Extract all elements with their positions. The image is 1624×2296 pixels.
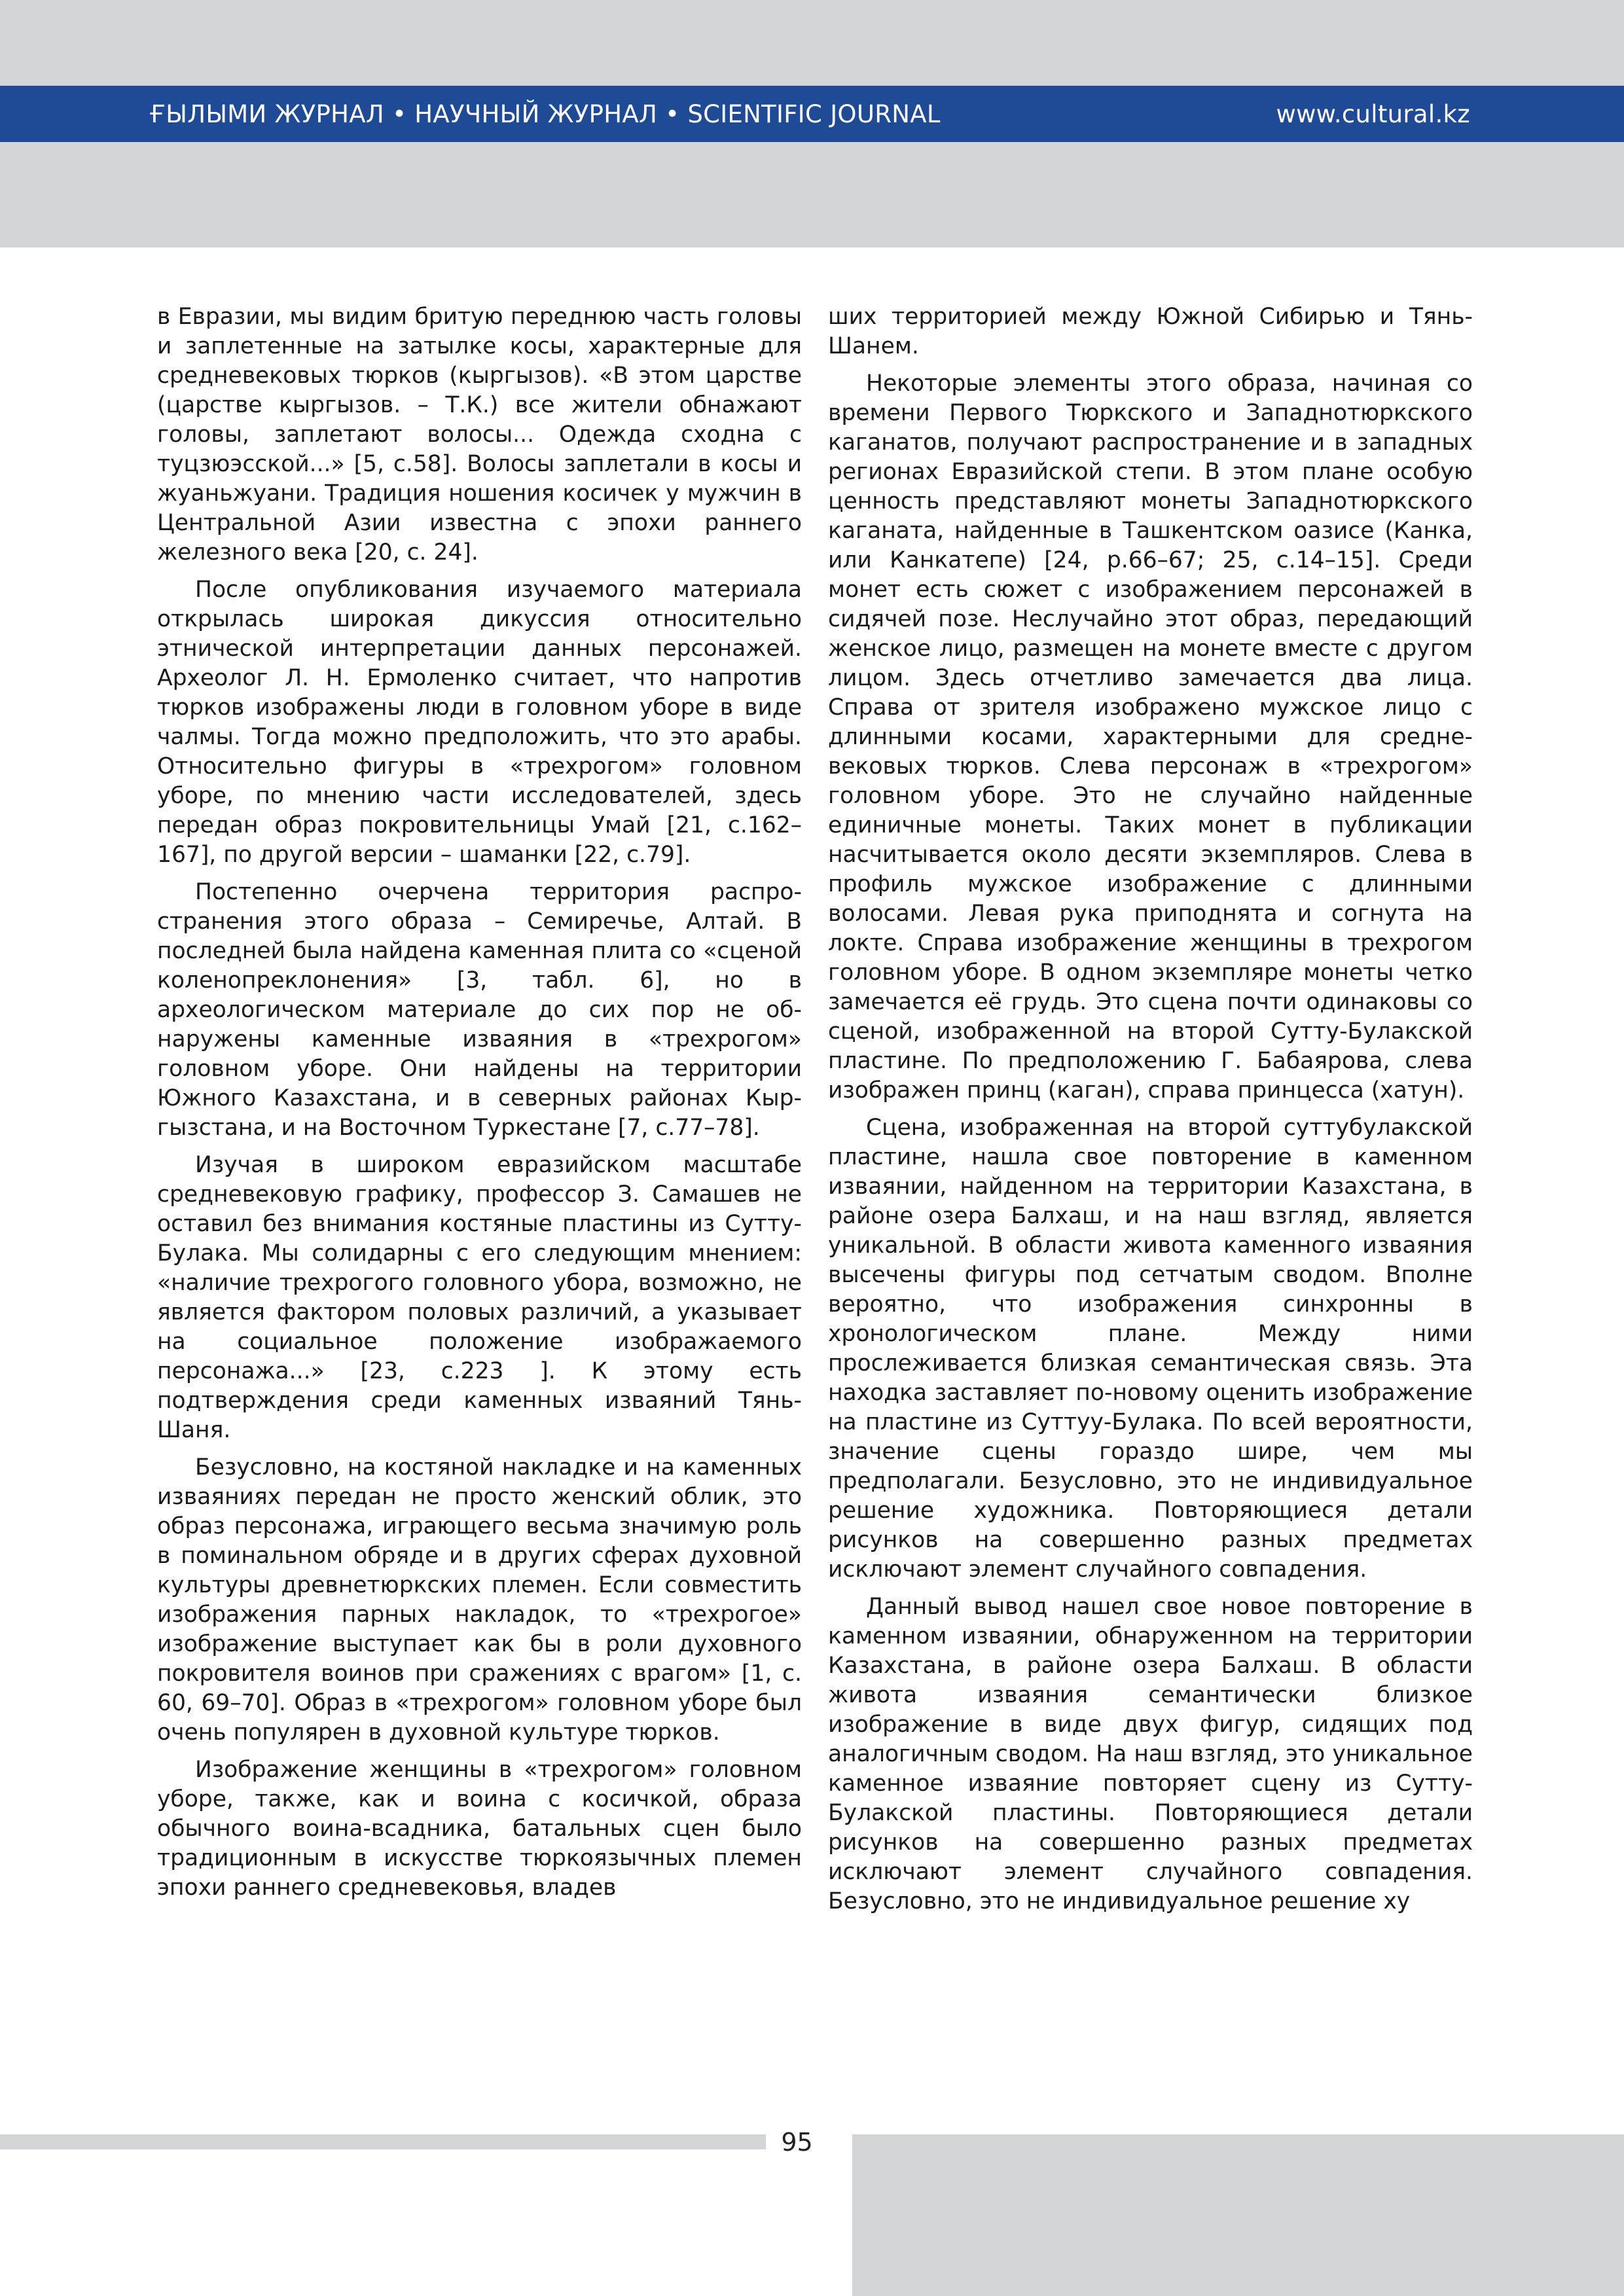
paragraph: Изучая в широком евразийском масштабе средневековую графику, профессор З. Самашев не оставил без внимания костяные пластины из Сутту-Булака. Мы солидарны с его следующим мнением: «наличие трехрогого головного убора, возможно, не является фактором половых различий, а указывает на социальное положение изображаемого персонажа...» [23, с.223 ]. К этому есть подтверждения среди каменных изваяний Тянь-Шаня.	[157, 1152, 802, 1443]
paragraph: После опубликования изучаемого материала открылась широкая дикуссия относительно этнической интерпретации данных персонажей. Археолог Л. Н. Ермоленко считает, что напротив тюрков изображены люди в головном уборе в виде чалмы. Тогда можно предположить, что это арабы. Относительно фигуры в «трехрогом» головном уборе, по мнению части исследователей, здесь передан образ покровительницы Умай [21, с.162–167], по другой версии – шаманки [22, с.79].	[157, 577, 802, 868]
paragraph: в Евразии, мы видим бритую переднюю часть головы и заплетенные на затылке косы, характерные для средневековых тюрков (кыргызов). «В этом царстве (царстве кыргызов. – Т.К.) все жители обнажают головы, заплетают волосы... Одежда сходна с туцзюэсской...» [5, с.58]. Волосы заплетали в косы и жуаньжуани. Традиция ношения косичек у мужчин в Центральной Азии известна с эпохи раннего железного века [20, с. 24].	[157, 304, 802, 565]
paragraph: Сцена, изображенная на второй суттубулакской пластине, нашла свое повторение в каменном изваянии, найденном на территории Казахстана, в районе озера Балхаш, и на наш взгляд, является уникальной. В области живота каменного изваяния высечены фигуры под сетчатым сводом. Вполне вероятно, что изображения синхронны в хронологическом плане. Между ними прослеживается близкая семантическая связь. Эта находка заставляет по-новому оценить изображение на пластине из Суттуу-Булака. По всей вероятности, значение сцены гораздо шире, чем мы предполагали. Безусловно, это не индивидуальное решение художника. Повторяющиеся детали рисунков на совершенно разных предметах исключают элемент случайного совпадения.	[828, 1115, 1473, 1583]
paragraph: Постепенно очерчена территория распространения этого образа – Семиречье, Алтай. В последней была найдена каменная плита со «сценой коленопреклонения» [3, табл. 6], но в археологическом материале до сих пор не обнаружены каменные изваяния в «трехрогом» головном уборе. Они найдены на территории Южного Казахстана, и в северных районах Кыргызстана, и на Восточном Туркестане [7, с.77–78].	[157, 879, 802, 1141]
footer-rule	[0, 2134, 766, 2149]
page-number: 95	[781, 2128, 813, 2157]
website-link[interactable]: www.cultural.kz	[1276, 99, 1470, 128]
footer-gray-block	[852, 2134, 1624, 2296]
paragraph: Безусловно, на костяной накладке и на каменных изваяниях передан не просто женский облик, это образ персонажа, играющего весьма значимую роль в поминальном обряде и в других сферах духовной культуры древнетюркских племен. Если совместить изображения парных накладок, то «трехрогое» изображение выступает как бы в роли духовного покровителя воинов при сражениях с врагом» [1, с. 60, 69–70]. Образ в «трехрогом» головном уборе был очень популярен в духовной культуре тюрков.	[157, 1454, 802, 1746]
paragraph: Некоторые элементы этого образа, начиная со времени Первого Тюркского и Западнотюркского каганатов, получают распространение и в западных регионах Евразийской степи. В этом плане особую ценность представляют монеты Западнотюркского каганата, найденные в Ташкентском оазисе (Канка, или Канкатепе) [24, р.66–67; 25, с.14–15]. Среди монет есть сюжет с изображением персонажей в сидячей позе. Неслучайно этот образ, передающий женское лицо, размещен на монете вместе с другом лицом. Здесь отчетливо замечается два лица. Справа от зрителя изображено мужское лицо с длинными косами, характерными для средне-вековых тюрков. Слева персонаж в «трехрогом» головном уборе. Это не случайно найденные единичные монеты. Таких монет в публикации насчитывается около десяти экземпляров. Слева в профиль мужское изображение с длинными волосами. Левая рука приподнята и согнута на локте. Справа изображение женщины в трехрогом головном уборе. В одном экземпляре монеты четко замечается её грудь. Это сцена почти одинаковы со сценой, изображенной на второй Сутту-Булакской пластине. По предположению Г. Бабаярова, слева изображен принц (каган), справа принцесса (хатун).	[828, 370, 1473, 1103]
journal-title: ҒЫЛЫМИ ЖУРНАЛ • НАУЧНЫЙ ЖУРНАЛ • SCIENTIFIC JOURNAL	[149, 99, 941, 128]
left-text-column	[157, 302, 802, 1910]
paragraph: Данный вывод нашел свое новое повторение в каменном изваянии, обнаруженном на территории Казахстана, в районе озера Балхаш. В области живота изваяния семантически близкое изображение в виде двух фигур, сидящих под аналогичным сводом. На наш взгляд, это уникальное каменное изваяние повторяет сцену из Сутту-Булакской пластины. Повторяющиеся детали рисунков на совершенно разных предметах исключают элемент случайного совпадения. Безусловно, это не индивидуальное решение ху	[828, 1594, 1473, 1914]
paragraph: Изображение женщины в «трехрогом» головном уборе, также, как и воина с косичкой, образа обычного воина-всадника, батальных сцен было традиционным в искусстве тюркоязычных племен эпохи раннего средневековья, владев	[157, 1757, 802, 1901]
paragraph: ших территорией между Южной Сибирью и Тянь-Шанем.	[828, 304, 1473, 359]
right-text-column	[828, 302, 1473, 1924]
journal-header-bar	[0, 86, 1624, 142]
